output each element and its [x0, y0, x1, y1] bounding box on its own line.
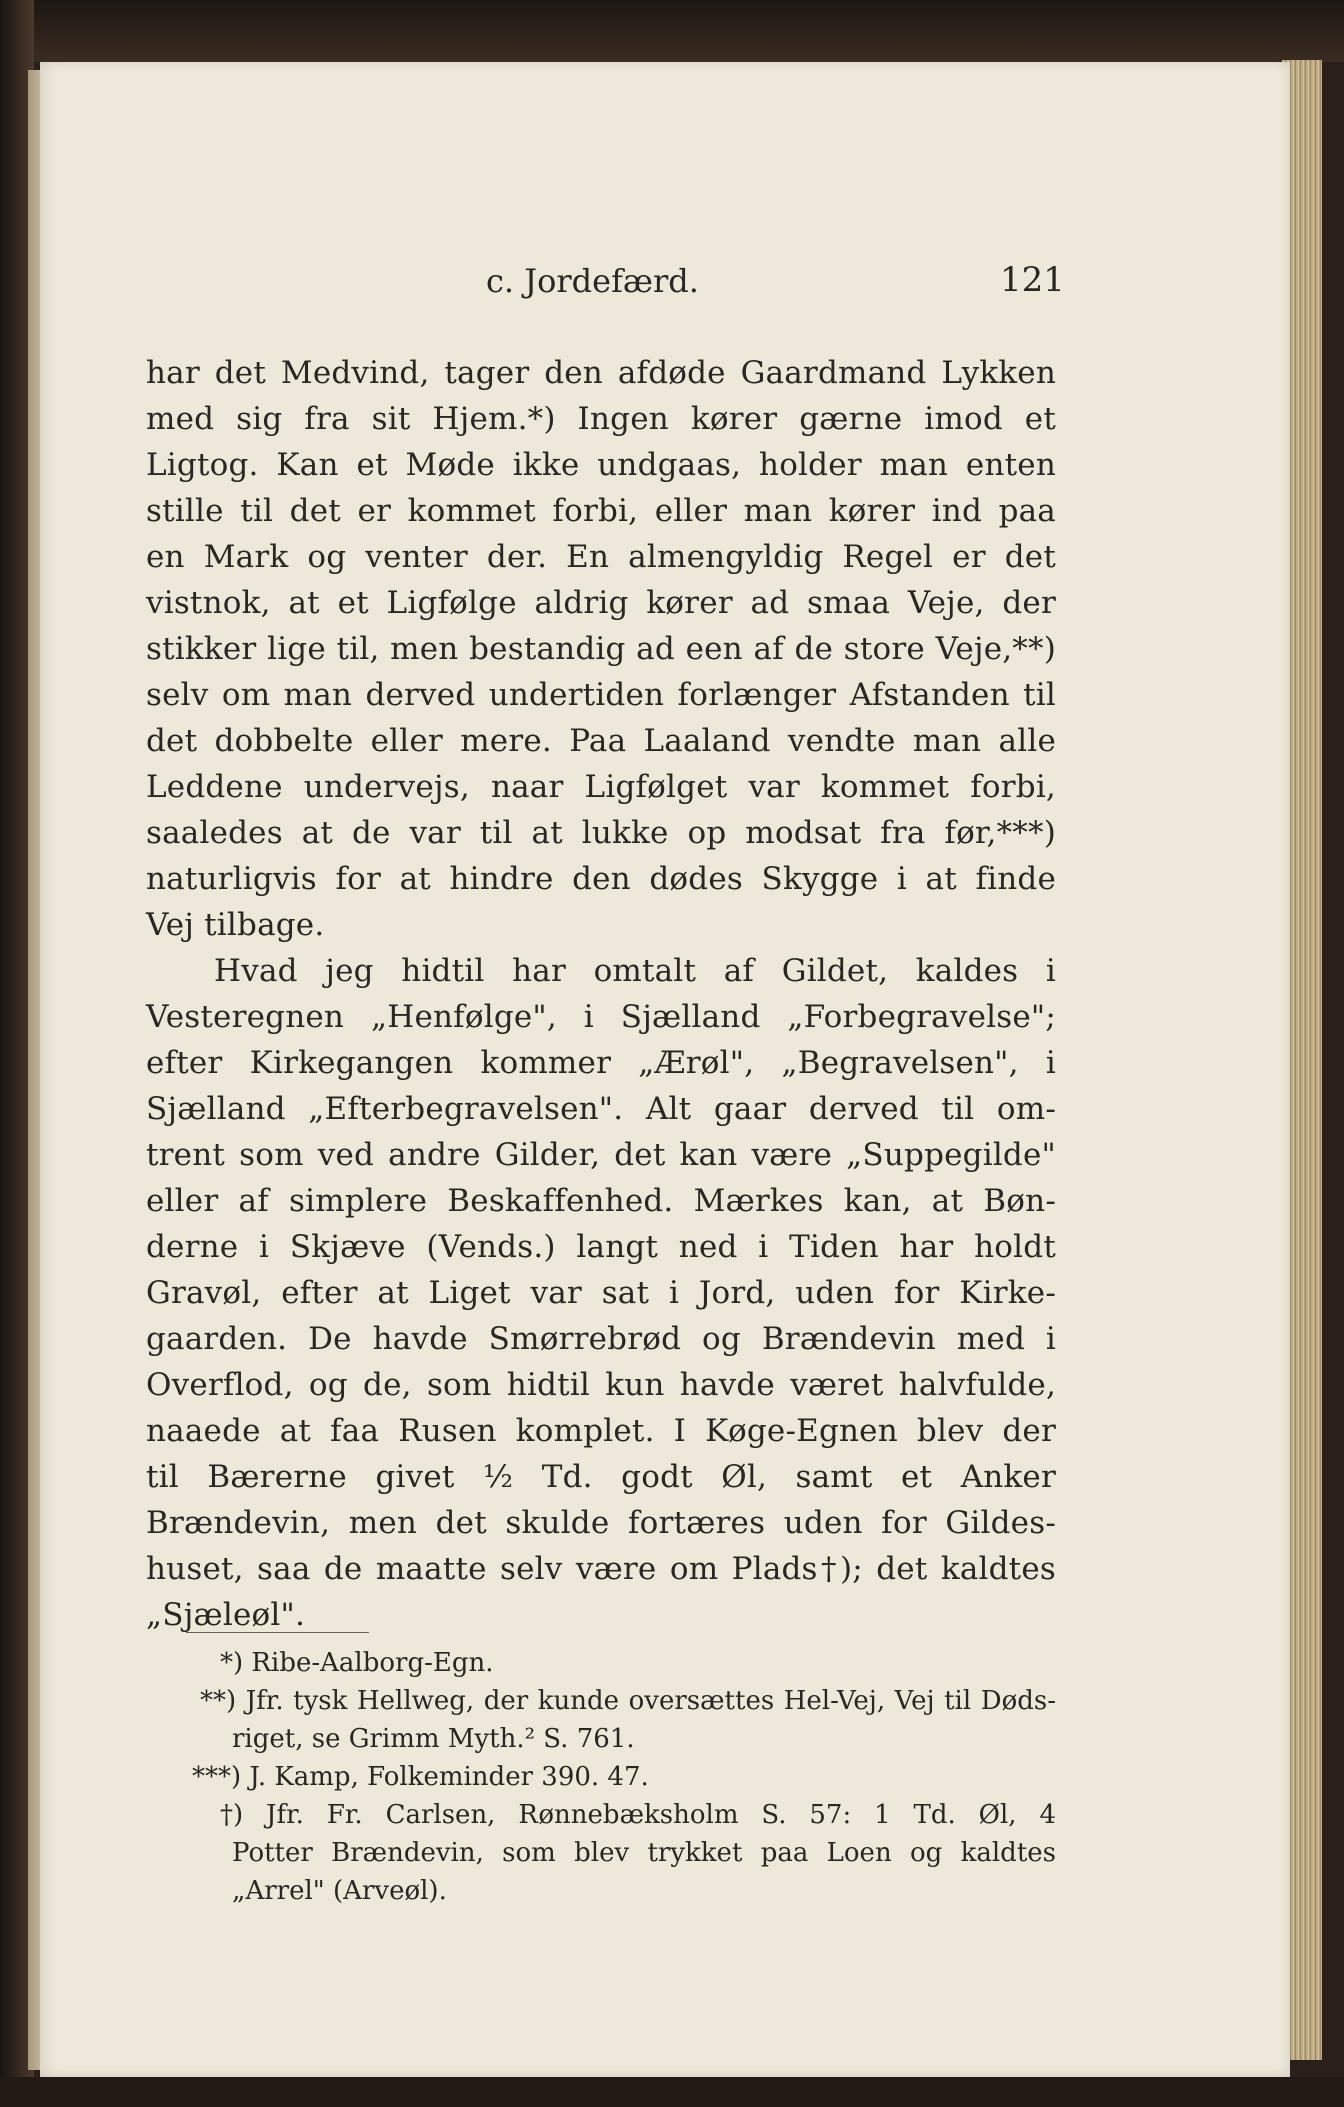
- text-line: Leddene undervejs, naar Ligfølget var kommet forbi,: [146, 769, 1056, 805]
- page-number: 121: [1000, 260, 1065, 300]
- text-line: Brændevin, men det skulde fortæres uden for Gildes-: [146, 1505, 1056, 1541]
- footnote-continuation: „Arrel" (Arveøl).: [232, 1876, 447, 1906]
- text-line: Hvad jeg hidtil har omtalt af Gildet, kaldes i: [214, 953, 1056, 989]
- footnote: [146, 1758, 1056, 1796]
- text-line: til Bærerne givet ½ Td. godt Øl, samt et Anker: [146, 1459, 1056, 1495]
- text-line: huset, saa de maatte selv være om Plads†); det kaldtes: [146, 1551, 1056, 1587]
- footnote-mark: †): [220, 1800, 244, 1830]
- text-line: „Sjæleøl".: [146, 1597, 305, 1633]
- footnote-rule: [186, 1632, 369, 1633]
- text-line: efter Kirkegangen kommer „Ærøl", „Begravelsen", i: [146, 1045, 1056, 1081]
- body-text: [146, 350, 1056, 1638]
- footnote: [146, 1796, 1056, 1834]
- book-page: [40, 62, 1290, 2077]
- footnote-continuation: riget, se Grimm Myth.² S. 761.: [232, 1724, 635, 1754]
- text-line: en Mark og venter der. En almengyldig Regel er det: [146, 539, 1056, 575]
- text-line: stikker lige til, men bestandig ad een af de store Veje,**): [146, 631, 1056, 667]
- text-line: det dobbelte eller mere. Paa Laaland vendte man alle: [146, 723, 1056, 759]
- footnote-continuation: Potter Brændevin, som blev trykket paa Loen og kaldtes: [232, 1838, 1056, 1868]
- footnote-text: Jfr. Fr. Carlsen, Rønnebæksholm S. 57: 1 Td. Øl, 4: [266, 1800, 1056, 1830]
- scan-background-bottom: [0, 2077, 1344, 2107]
- text-line: har det Medvind, tager den afdøde Gaardmand Lykken: [146, 355, 1056, 391]
- text-line: naaede at faa Rusen komplet. I Køge-Egnen blev der: [146, 1413, 1056, 1449]
- running-head: c. Jordefærd.: [486, 262, 699, 300]
- footnote-text: J. Kamp, Folkeminder 390. 47.: [249, 1762, 649, 1792]
- footnote: [146, 1644, 1056, 1682]
- text-line: Vesteregnen „Henfølge", i Sjælland „Forbegravelse";: [146, 999, 1056, 1035]
- text-line: Ligtog. Kan et Møde ikke undgaas, holder man enten: [146, 447, 1056, 483]
- text-line: Sjælland „Efterbegravelsen". Alt gaar derved til om-: [146, 1091, 1056, 1127]
- footnote-text: Jfr. tysk Hellweg, der kunde oversættes Hel-Vej, Vej til Døds-: [245, 1686, 1056, 1716]
- scan-background-top: [0, 0, 1344, 62]
- text-line: stille til det er kommet forbi, eller man kører ind paa: [146, 493, 1056, 529]
- footnote-mark: ***): [192, 1762, 242, 1792]
- footnote-mark: **): [200, 1686, 237, 1716]
- footnote-text: Ribe-Aalborg-Egn.: [251, 1648, 494, 1678]
- text-line: Gravøl, efter at Liget var sat i Jord, uden for Kirke-: [146, 1275, 1056, 1311]
- text-line: eller af simplere Beskaffenhed. Mærkes kan, at Bøn-: [146, 1183, 1056, 1219]
- footnote: [146, 1682, 1056, 1720]
- text-line: vistnok, at et Ligfølge aldrig kører ad smaa Veje, der: [146, 585, 1056, 621]
- text-line: naturligvis for at hindre den dødes Skygge i at finde: [146, 861, 1056, 897]
- text-line: gaarden. De havde Smørrebrød og Brændevin med i: [146, 1321, 1056, 1357]
- text-line: Overflod, og de, som hidtil kun havde været halvfulde,: [146, 1367, 1056, 1403]
- text-line: derne i Skjæve (Vends.) langt ned i Tiden har holdt: [146, 1229, 1056, 1265]
- text-line: med sig fra sit Hjem.*) Ingen kører gærne imod et: [146, 401, 1056, 437]
- text-line: saaledes at de var til at lukke op modsat fra før,***): [146, 815, 1056, 851]
- footnotes: [146, 1644, 1056, 1910]
- text-line: trent som ved andre Gilder, det kan være „Suppegilde": [146, 1137, 1056, 1173]
- text-line: Vej tilbage.: [146, 907, 325, 943]
- text-line: selv om man derved undertiden forlænger Afstanden til: [146, 677, 1056, 713]
- footnote-mark: *): [220, 1648, 244, 1678]
